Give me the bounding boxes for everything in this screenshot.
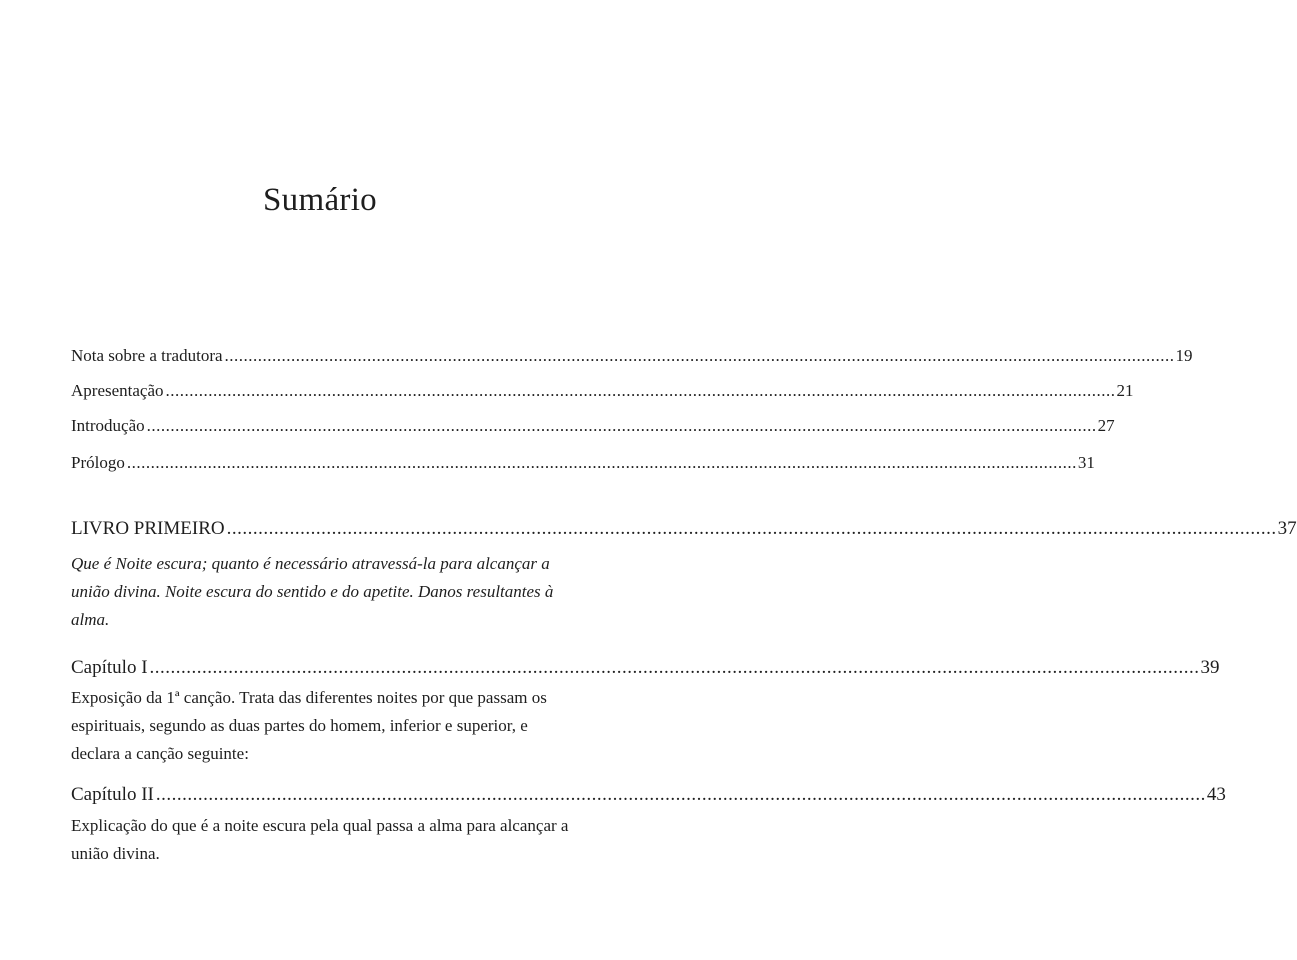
dot-leader: ........................................................................................................................................................................................................ xyxy=(149,657,1200,678)
toc-entry-page: 21 xyxy=(1116,381,1134,400)
dot-leader: ........................................................................................................................................................................................................ xyxy=(146,416,1097,435)
toc-entry-capitulo-2[interactable] xyxy=(71,782,1226,808)
toc-entry-label: Nota sobre a tradutora xyxy=(71,346,223,365)
dot-leader: ........................................................................................................................................................................................................ xyxy=(224,346,1175,365)
toc-entry-label: Capítulo I xyxy=(71,657,148,678)
toc-entry-page: 43 xyxy=(1206,784,1226,805)
toc-entry-livro-primeiro[interactable] xyxy=(71,516,1297,542)
toc-entry-label: Capítulo II xyxy=(71,784,154,805)
toc-entry-page: 39 xyxy=(1200,657,1220,678)
dot-leader: ........................................................................................................................................................................................................ xyxy=(165,381,1116,400)
toc-entry-introducao[interactable] xyxy=(71,414,1115,438)
toc-entry-prologo[interactable] xyxy=(71,451,1095,475)
dot-leader: ........................................................................................................................................................................................................ xyxy=(126,453,1077,472)
toc-entry-label: LIVRO PRIMEIRO xyxy=(71,518,225,539)
toc-entry-page: 31 xyxy=(1077,453,1095,472)
toc-entry-label: Introdução xyxy=(71,416,145,435)
dot-leader: ........................................................................................................................................................................................................ xyxy=(155,784,1206,805)
toc-entry-page: 27 xyxy=(1097,416,1115,435)
book-description: Que é Noite escura; quanto é necessário atravessá-la para alcançar a união divina. Noite escura do sentido e do apetite. Danos resultantes à alma. xyxy=(71,554,554,629)
dot-leader: ........................................................................................................................................................................................................ xyxy=(226,518,1277,539)
page-title: Sumário xyxy=(263,182,377,218)
toc-entry-capitulo-1[interactable] xyxy=(71,655,1220,681)
toc-entry-page: 19 xyxy=(1175,346,1193,365)
chapter-description: Exposição da 1ª canção. Trata das diferentes noites por que passam os espirituais, segundo as duas partes do homem, inferior e superior, e declara a canção seguinte: xyxy=(71,688,547,763)
chapter-description: Explicação do que é a noite escura pela qual passa a alma para alcançar a união divina. xyxy=(71,816,569,863)
toc-entry-label: Apresentação xyxy=(71,381,164,400)
toc-entry-page: 37 xyxy=(1277,518,1297,539)
toc-entry-apresentacao[interactable] xyxy=(71,379,1134,403)
toc-entry-nota[interactable] xyxy=(71,344,1193,368)
toc-entry-label: Prólogo xyxy=(71,453,125,472)
